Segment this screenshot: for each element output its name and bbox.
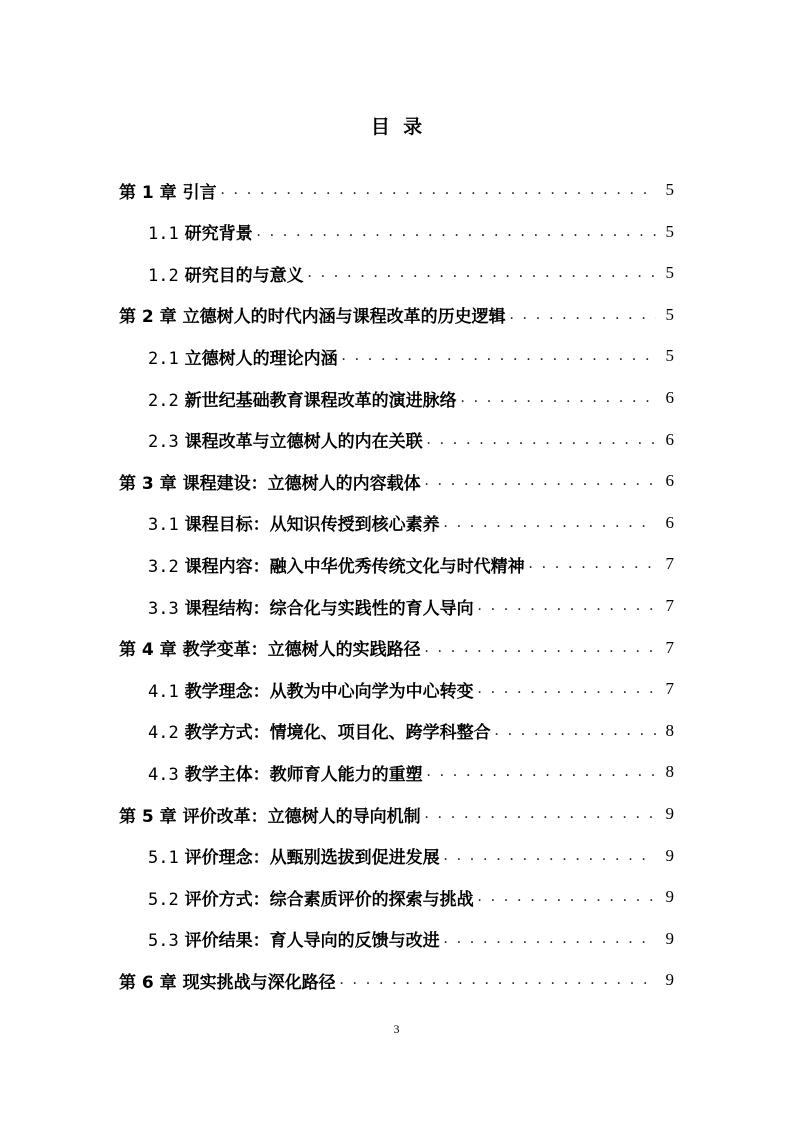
- toc-entry-label: [148, 926, 440, 951]
- toc-entry-label: [148, 885, 474, 910]
- toc-entry-label: [119, 302, 506, 327]
- toc-entry-text: 引言: [182, 182, 217, 203]
- toc-entry-text: 立德树人的理论内涵: [184, 348, 338, 369]
- toc-dot-leader: [495, 716, 656, 746]
- toc-section-entry[interactable]: [148, 217, 674, 247]
- toc-entry-label: [148, 427, 423, 452]
- toc-entry-number: 4.1: [148, 681, 179, 702]
- toc-dot-leader: [427, 425, 656, 455]
- toc-entry-page: 6: [665, 429, 674, 449]
- toc-entry-page: 9: [665, 928, 674, 948]
- toc-dot-leader: [257, 217, 656, 247]
- toc-entry-label: [148, 843, 440, 868]
- toc-entry-text: 新世纪基础教育课程改革的演进脉络: [184, 390, 457, 411]
- toc-dot-leader: [425, 799, 656, 829]
- toc-dot-leader: [340, 965, 656, 995]
- toc-entry-label: [148, 594, 474, 619]
- toc-entry-text: 现实挑战与深化路径: [182, 972, 336, 993]
- toc-section-entry[interactable]: [148, 549, 674, 579]
- toc-title-text: 目 录: [370, 116, 423, 138]
- toc-entry-number: 第 1 章: [119, 182, 177, 203]
- toc-entry-number: 5.3: [148, 931, 179, 952]
- toc-entry-number: 2.2: [148, 390, 179, 411]
- toc-entry-text: 教学方式：情境化、项目化、跨学科整合: [184, 723, 491, 744]
- toc-entry-page: 5: [665, 180, 674, 199]
- toc-entry-text: 课程建设：立德树人的内容载体: [182, 473, 421, 494]
- toc-entry-number: 第 3 章: [119, 473, 177, 494]
- toc-dot-leader: [425, 633, 656, 663]
- toc-entry-number: 第 5 章: [119, 806, 177, 827]
- toc-entry-page: 7: [665, 596, 674, 615]
- toc-entry-number: 2.1: [148, 348, 179, 369]
- toc-section-entry[interactable]: [148, 508, 674, 538]
- toc-entry-number: 第 4 章: [119, 640, 177, 661]
- toc-entry-page: 6: [665, 512, 674, 532]
- toc-dot-leader: [221, 175, 656, 205]
- toc-entry-number: 3.1: [148, 515, 179, 536]
- toc-dot-leader: [444, 508, 656, 538]
- toc-entry-text: 课程结构：综合化与实践性的育人导向: [184, 598, 474, 619]
- toc-entry-number: 5.1: [148, 848, 179, 869]
- toc-section-entry[interactable]: [148, 757, 674, 787]
- toc-dot-leader: [529, 549, 656, 579]
- toc-dot-leader: [461, 383, 656, 413]
- toc-entry-text: 评价方式：综合素质评价的探索与挑战: [184, 889, 474, 910]
- toc-dot-leader: [510, 300, 656, 330]
- toc-entry-page: 9: [665, 804, 674, 823]
- toc-dot-leader: [425, 466, 656, 496]
- toc-section-entry[interactable]: [148, 425, 674, 455]
- toc-chapter-entry[interactable]: [119, 965, 674, 995]
- toc-entry-label: [148, 677, 474, 702]
- toc-section-entry[interactable]: [148, 924, 674, 954]
- toc-dot-leader: [342, 341, 656, 371]
- toc-section-entry[interactable]: [148, 591, 674, 621]
- toc-entry-text: 课程内容：融入中华优秀传统文化与时代精神: [184, 556, 525, 577]
- toc-entry-number: 1.1: [148, 224, 179, 245]
- toc-section-entry[interactable]: [148, 341, 674, 371]
- toc-entry-text: 教学主体：教师育人能力的重塑: [184, 764, 423, 785]
- toc-entry-page: 6: [665, 388, 674, 407]
- toc-entry-number: 2.3: [148, 432, 179, 453]
- toc-entry-number: 第 2 章: [119, 307, 177, 328]
- toc-entry-text: 教学变革：立德树人的实践路径: [182, 640, 421, 661]
- toc-entry-number: 4.3: [148, 764, 179, 785]
- toc-entry-text: 课程改革与立德树人的内在关联: [184, 432, 423, 453]
- toc-entry-text: 评价理念：从甄别选拔到促进发展: [184, 848, 440, 869]
- toc-entry-number: 5.2: [148, 889, 179, 910]
- toc-dot-leader: [444, 924, 656, 954]
- toc-entry-label: [119, 635, 421, 660]
- toc-entry-page: 9: [665, 887, 674, 907]
- toc-section-entry[interactable]: [148, 882, 674, 912]
- toc-entry-page: 9: [665, 970, 674, 990]
- toc-entry-page: 7: [665, 679, 674, 699]
- toc-chapter-entry[interactable]: [119, 633, 674, 663]
- toc-section-entry[interactable]: [148, 841, 674, 871]
- toc-entry-label: [119, 802, 421, 827]
- toc-section-entry[interactable]: [148, 258, 674, 288]
- toc-entry-text: 研究目的与意义: [184, 265, 304, 286]
- toc-entry-page: 8: [665, 720, 674, 740]
- toc-entry-text: 评价改革：立德树人的导向机制: [182, 806, 421, 827]
- toc-entry-number: 1.2: [148, 265, 179, 286]
- toc-dot-leader: [478, 674, 656, 704]
- toc-entry-page: 5: [665, 263, 674, 283]
- toc-entry-page: 5: [665, 346, 674, 366]
- toc-entry-number: 3.2: [148, 556, 179, 577]
- toc-dot-leader: [478, 591, 656, 621]
- toc-chapter-entry[interactable]: [119, 175, 674, 205]
- toc-dot-leader: [444, 841, 656, 871]
- toc-entry-label: [148, 510, 440, 535]
- toc-title: [0, 112, 793, 139]
- toc-dot-leader: [478, 882, 656, 912]
- toc-entry-label: [119, 178, 217, 203]
- toc-entry-text: 教学理念：从教为中心向学为中心转变: [184, 681, 474, 702]
- toc-entry-label: [148, 261, 304, 286]
- toc-entry-page: 6: [665, 471, 674, 491]
- toc-entry-page: 7: [665, 554, 674, 574]
- toc-entry-label: [119, 469, 421, 494]
- toc-chapter-entry[interactable]: [119, 799, 674, 829]
- toc-dot-leader: [427, 757, 656, 787]
- page-number: 3: [393, 1022, 400, 1036]
- toc-chapter-entry[interactable]: [119, 300, 674, 330]
- toc-entry-label: [148, 386, 457, 411]
- toc-entry-label: [148, 760, 423, 785]
- toc-entry-page: 7: [665, 637, 674, 657]
- toc-entry-label: [148, 552, 525, 577]
- toc-entry-text: 研究背景: [184, 224, 253, 245]
- toc-chapter-entry[interactable]: [119, 466, 674, 496]
- toc-entry-page: 5: [665, 221, 674, 241]
- toc-entry-number: 第 6 章: [119, 972, 177, 993]
- toc-section-entry[interactable]: [148, 716, 674, 746]
- toc-section-entry[interactable]: [148, 674, 674, 704]
- toc-entry-number: 3.3: [148, 598, 179, 619]
- toc-entry-label: [148, 718, 491, 743]
- toc-entry-label: [148, 219, 253, 244]
- toc-entry-number: 4.2: [148, 723, 179, 744]
- toc-entry-page: 5: [665, 304, 674, 324]
- toc-entry-page: 8: [665, 762, 674, 782]
- toc-entry-page: 9: [665, 845, 674, 865]
- toc-entry-text: 评价结果：育人导向的反馈与改进: [184, 931, 440, 952]
- toc-entry-label: [119, 968, 336, 993]
- toc-entry-text: 立德树人的时代内涵与课程改革的历史逻辑: [182, 307, 506, 328]
- toc-dot-leader: [308, 258, 656, 288]
- toc-entry-text: 课程目标：从知识传授到核心素养: [184, 515, 440, 536]
- toc-entry-label: [148, 344, 338, 369]
- toc-section-entry[interactable]: [148, 383, 674, 413]
